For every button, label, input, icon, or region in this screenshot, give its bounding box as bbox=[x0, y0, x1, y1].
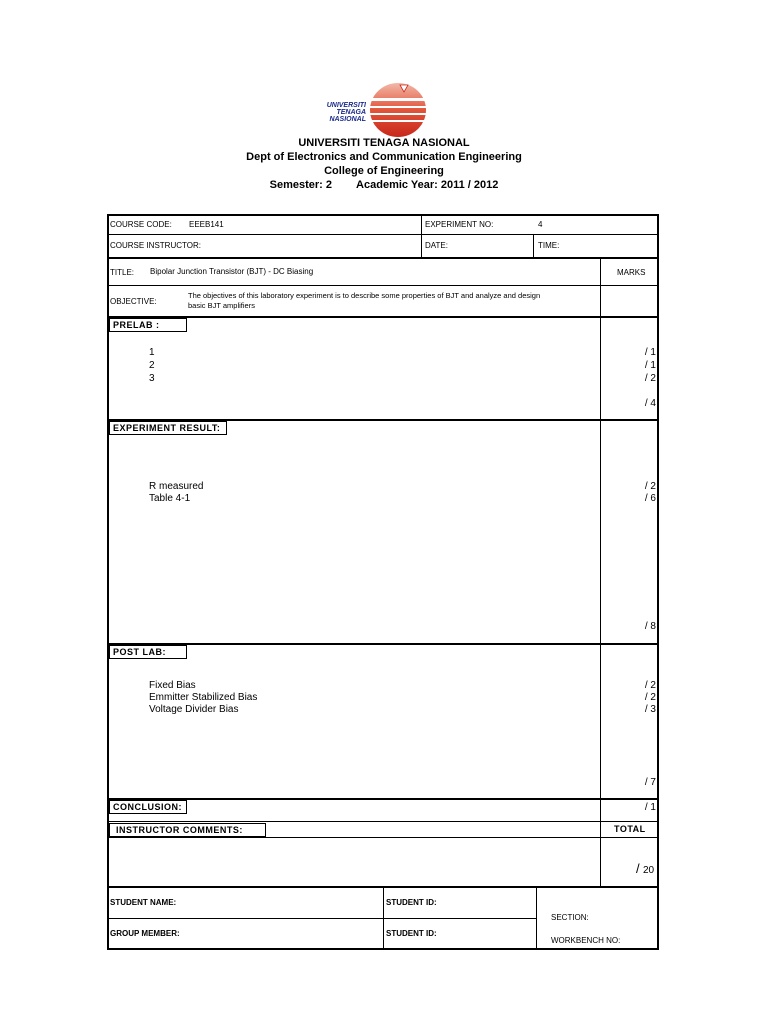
instructor-comments-area[interactable] bbox=[109, 838, 599, 885]
course-code-label: COURSE CODE: bbox=[110, 220, 172, 229]
prelab-item-1: 1 bbox=[149, 347, 155, 358]
student-id-label: STUDENT ID: bbox=[386, 898, 437, 907]
objective-line-2: basic BJT amplifiers bbox=[188, 301, 255, 310]
prelab-item-2: 2 bbox=[149, 360, 155, 371]
postlab-mark-1: / 2 bbox=[644, 680, 656, 691]
conclusion-mark: / 1 bbox=[644, 802, 656, 813]
prelab-total: / 4 bbox=[644, 398, 656, 409]
result-mark-1: / 2 bbox=[644, 481, 656, 492]
prelab-mark-3: / 2 bbox=[644, 373, 656, 384]
objective-line-1: The objectives of this laboratory experiment is to describe some properties of BJT and analyze and design bbox=[188, 291, 541, 300]
logo-text-line1: UNIVERSITI bbox=[326, 102, 366, 109]
result-mark-2: / 6 bbox=[644, 493, 656, 504]
date-label: DATE: bbox=[425, 241, 448, 250]
prelab-mark-1: / 1 bbox=[644, 347, 656, 358]
prelab-label: PRELAB : bbox=[109, 318, 187, 332]
objective-label: OBJECTIVE: bbox=[110, 297, 157, 306]
result-item-table: Table 4-1 bbox=[149, 493, 191, 504]
student-name-label: STUDENT NAME: bbox=[110, 898, 177, 907]
time-label: TIME: bbox=[538, 241, 560, 250]
postlab-item-fixed-bias: Fixed Bias bbox=[149, 680, 196, 691]
course-code-value[interactable]: EEEB141 bbox=[189, 220, 224, 229]
postlab-item-emitter-bias: Emmitter Stabilized Bias bbox=[149, 692, 258, 703]
department-name: Dept of Electronics and Communication Engineering bbox=[246, 151, 522, 163]
postlab-total: / 7 bbox=[644, 777, 656, 788]
total-label: TOTAL bbox=[614, 824, 646, 834]
total-slash: / bbox=[636, 861, 640, 876]
semester-info: Semester: 2 Academic Year: 2011 / 2012 bbox=[269, 179, 499, 191]
total-value: 20 bbox=[643, 865, 655, 876]
section-label: SECTION: bbox=[551, 913, 589, 922]
conclusion-label: CONCLUSION: bbox=[109, 800, 187, 814]
university-name: UNIVERSITI TENAGA NASIONAL bbox=[298, 137, 470, 149]
title-label: TITLE: bbox=[110, 268, 135, 277]
group-member-label: GROUP MEMBER: bbox=[110, 929, 180, 938]
prelab-mark-2: / 1 bbox=[644, 360, 656, 371]
postlab-mark-3: / 3 bbox=[644, 704, 656, 715]
student-id-label-2: STUDENT ID: bbox=[386, 929, 437, 938]
prelab-item-3: 3 bbox=[149, 373, 155, 384]
logo-text-line2: TENAGA bbox=[336, 109, 366, 116]
experiment-result-label: EXPERIMENT RESULT: bbox=[109, 421, 227, 435]
college-name: College of Engineering bbox=[324, 165, 444, 177]
instructor-comments-label: INSTRUCTOR COMMENTS: bbox=[109, 823, 266, 837]
result-item-r-measured: R measured bbox=[149, 481, 204, 492]
course-instructor-label: COURSE INSTRUCTOR: bbox=[110, 241, 201, 250]
objective-text bbox=[188, 291, 540, 311]
logo-text-line3: NASIONAL bbox=[329, 116, 366, 123]
postlab-item-voltage-divider: Voltage Divider Bias bbox=[149, 704, 239, 715]
marks-header: MARKS bbox=[617, 268, 646, 277]
experiment-no-value[interactable]: 4 bbox=[538, 220, 543, 229]
university-logo bbox=[300, 80, 430, 138]
title-value[interactable]: Bipolar Junction Transistor (BJT) - DC Biasing bbox=[150, 267, 314, 276]
workbench-label: WORKBENCH NO: bbox=[551, 936, 621, 945]
postlab-mark-2: / 2 bbox=[644, 692, 656, 703]
post-lab-label: POST LAB: bbox=[109, 645, 187, 659]
result-total: / 8 bbox=[644, 621, 656, 632]
experiment-no-label: EXPERIMENT NO: bbox=[425, 220, 494, 229]
